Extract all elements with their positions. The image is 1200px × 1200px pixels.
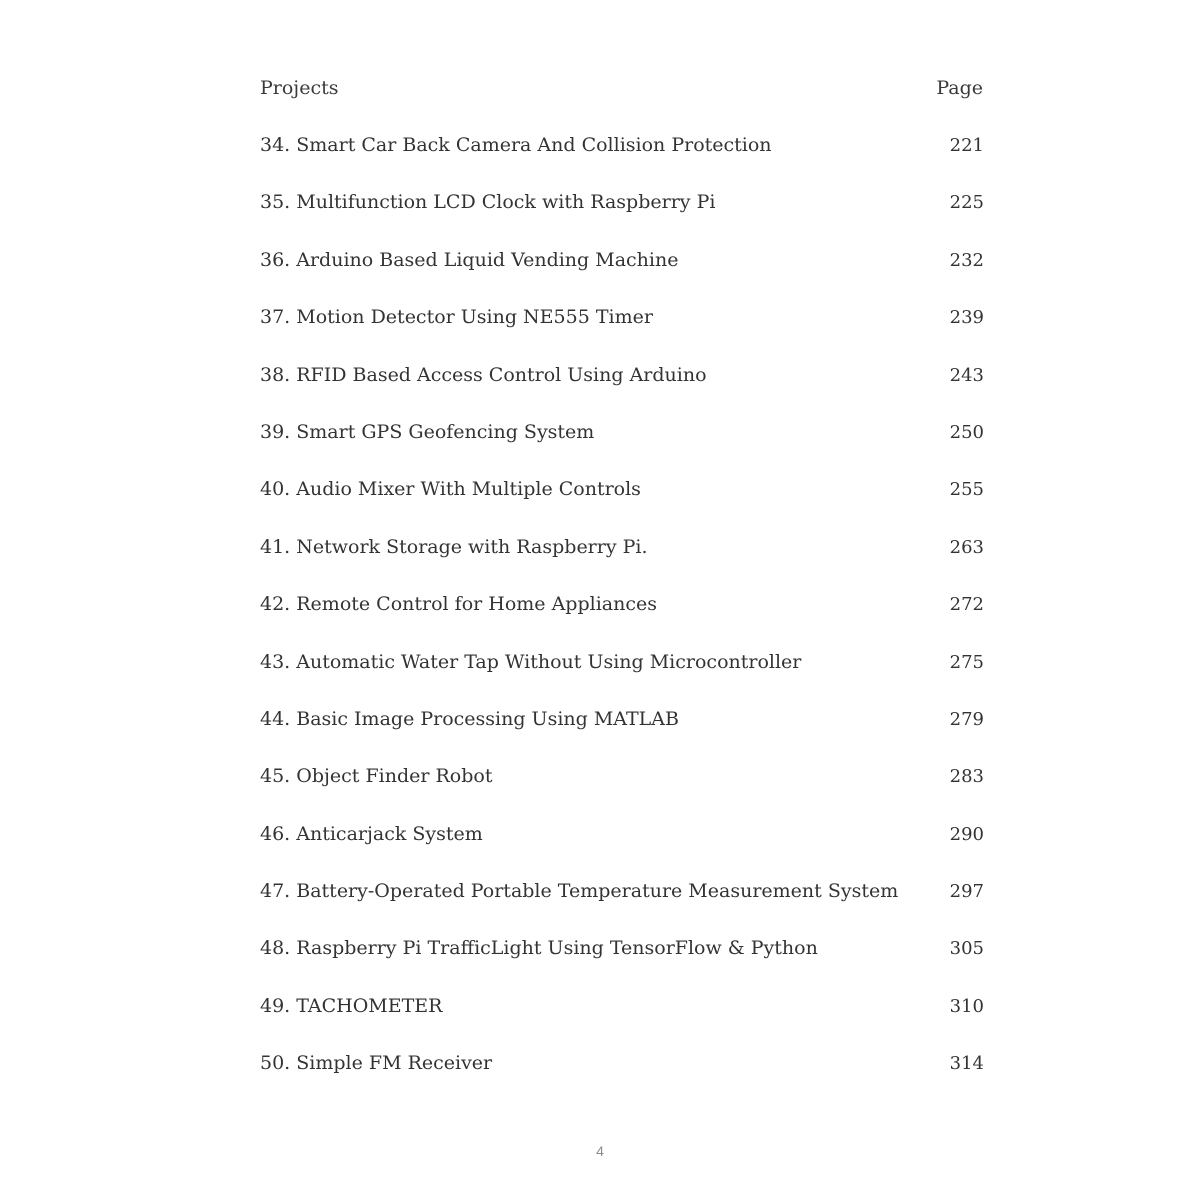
toc-entry-page: 225 xyxy=(949,192,984,214)
toc-entry-title: 43. Automatic Water Tap Without Using Microcontroller xyxy=(260,650,802,673)
toc-entry-page: 243 xyxy=(949,364,984,386)
toc-entry xyxy=(260,648,986,705)
toc-entry-page: 272 xyxy=(949,594,984,616)
toc-entry-title: 40. Audio Mixer With Multiple Controls xyxy=(260,478,641,501)
toc-entry xyxy=(260,820,986,877)
toc-entry-page: 239 xyxy=(949,307,984,329)
toc-entry-page: 297 xyxy=(949,881,984,903)
toc-entry-page: 232 xyxy=(949,249,984,271)
page-column-heading: Page xyxy=(936,77,983,99)
toc-entry-page: 250 xyxy=(949,421,984,443)
toc-entry xyxy=(260,418,986,475)
toc-entry xyxy=(260,303,986,360)
toc-entry-page: 221 xyxy=(949,135,984,156)
toc-entry-page: 279 xyxy=(949,708,984,730)
toc-entry xyxy=(260,1049,986,1106)
toc-entry-page: 283 xyxy=(949,766,984,788)
toc-entry-page: 275 xyxy=(949,651,984,673)
toc-entry-title: 49. TACHOMETER xyxy=(260,994,443,1017)
toc-header xyxy=(260,74,986,104)
toc-entry-title: 46. Anticarjack System xyxy=(260,822,483,845)
toc-entry xyxy=(260,992,986,1049)
toc-entry xyxy=(260,877,986,934)
toc-entry-page: 263 xyxy=(949,536,984,558)
toc-entry xyxy=(260,590,986,647)
toc-entry-title: 42. Remote Control for Home Appliances xyxy=(260,593,657,616)
toc-entry-page: 255 xyxy=(949,479,984,501)
toc-entry xyxy=(260,131,986,188)
toc-entry xyxy=(260,188,986,245)
toc-entry-page: 305 xyxy=(949,938,984,960)
toc-entry-title: 36. Arduino Based Liquid Vending Machine xyxy=(260,248,679,271)
table-of-contents xyxy=(260,131,986,1107)
toc-entry xyxy=(260,533,986,590)
toc-entry xyxy=(260,934,986,991)
toc-entry-title: 39. Smart GPS Geofencing System xyxy=(260,420,595,443)
toc-entry-page: 314 xyxy=(949,1053,984,1075)
page-number: 4 xyxy=(596,1143,604,1159)
toc-entry-title: 34. Smart Car Back Camera And Collision Protection xyxy=(260,134,772,156)
toc-entry-title: 41. Network Storage with Raspberry Pi. xyxy=(260,535,648,558)
toc-entry-title: 48. Raspberry Pi TrafficLight Using TensorFlow & Python xyxy=(260,937,818,960)
projects-column-heading: Projects xyxy=(260,77,339,99)
toc-entry xyxy=(260,475,986,532)
toc-entry-title: 37. Motion Detector Using NE555 Timer xyxy=(260,306,653,329)
toc-entry-page: 310 xyxy=(949,995,984,1017)
toc-entry-title: 47. Battery-Operated Portable Temperature Measurement System xyxy=(260,880,899,903)
toc-entry xyxy=(260,246,986,303)
toc-entry-title: 45. Object Finder Robot xyxy=(260,765,493,788)
toc-entry xyxy=(260,361,986,418)
toc-entry-title: 38. RFID Based Access Control Using Arduino xyxy=(260,363,707,386)
toc-entry xyxy=(260,762,986,819)
toc-entry-title: 50. Simple FM Receiver xyxy=(260,1052,493,1075)
toc-entry-title: 35. Multifunction LCD Clock with Raspberry Pi xyxy=(260,191,716,214)
toc-entry xyxy=(260,705,986,762)
toc-entry-page: 290 xyxy=(949,823,984,845)
toc-entry-title: 44. Basic Image Processing Using MATLAB xyxy=(260,707,679,730)
